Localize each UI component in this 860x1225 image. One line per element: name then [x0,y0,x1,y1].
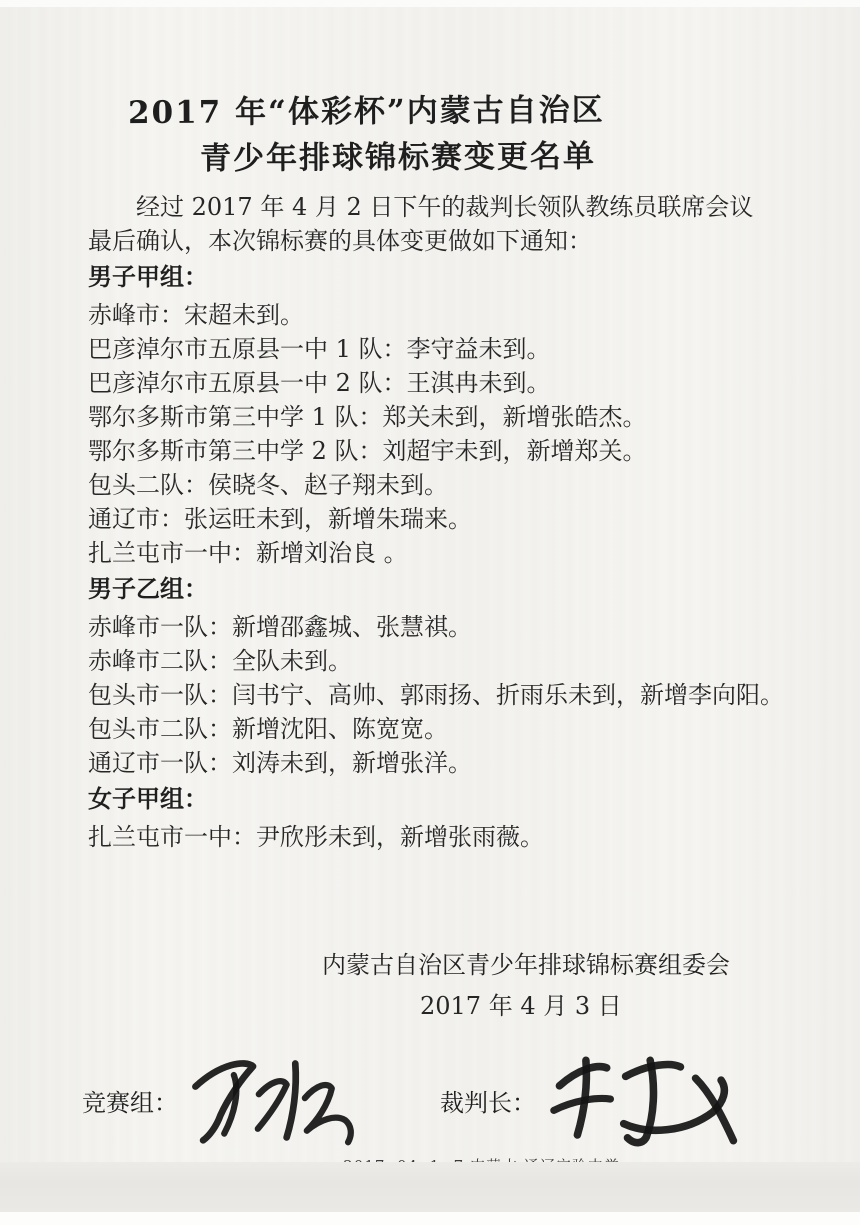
intro-line2: 最后确认，本次锦标赛的具体变更做如下通知： [88,227,592,255]
roster-line: 包头市二队：新增沈阳、陈宽宽。 [88,715,448,743]
roster-line: 包头市一队：闫书宁、高帅、郭雨扬、折雨乐未到，新增李向阳。 [88,681,784,709]
roster-line: 通辽市一队：刘涛未到，新增张洋。 [88,749,472,777]
chief-referee-signature-handwriting [536,1048,771,1152]
chief-referee-label: 裁判长： [440,1088,536,1117]
document-title-line2: 青少年排球锦标赛变更名单 [199,138,597,177]
issue-date: 2017 年 4 月 3 日 [420,992,622,1020]
roster-line: 鄂尔多斯市第三中学 2 队：刘超宇未到，新增郑关。 [88,437,647,465]
competition-group-signature-handwriting [178,1052,378,1148]
issuer-organization: 内蒙古自治区青少年排球锦标赛组委会 [322,951,730,979]
roster-line: 扎兰屯市一中：尹欣彤未到，新增张雨薇。 [88,823,544,851]
roster-line: 赤峰市：宋超未到。 [88,301,304,329]
roster-line: 巴彦淖尔市五原县一中 1 队：李守益未到。 [88,335,551,363]
document-title-line1: 2017 年“体彩杯”内蒙古自治区 [127,92,605,132]
scan-bottom-gray-band [0,1162,860,1212]
roster-line: 巴彦淖尔市五原县一中 2 队：王淇冉未到。 [88,369,551,397]
signature-row [82,1051,820,1149]
roster-line: 赤峰市二队：全队未到。 [88,647,352,675]
section-heading-men-group-a: 男子甲组： [88,262,208,291]
roster-line: 扎兰屯市一中：新增刘治良 。 [88,539,408,567]
scan-bottom-white-strip [0,1212,860,1225]
roster-line: 包头二队：侯晓冬、赵子翔未到。 [88,471,448,499]
section-heading-men-group-b: 男子乙组： [88,574,208,603]
roster-line: 通辽市：张运旺未到，新增朱瑞来。 [88,505,472,533]
competition-group-label: 竞赛组： [82,1088,178,1117]
intro-paragraph [88,190,820,258]
roster-line: 鄂尔多斯市第三中学 1 队：郑关未到，新增张皓杰。 [88,403,647,431]
section-heading-women-group-a: 女子甲组： [88,784,208,813]
roster-line: 赤峰市一队：新增邵鑫城、张慧祺。 [88,613,472,641]
intro-line1: 经过 2017 年 4 月 2 日下午的裁判长领队教练员联席会议 [136,193,754,221]
